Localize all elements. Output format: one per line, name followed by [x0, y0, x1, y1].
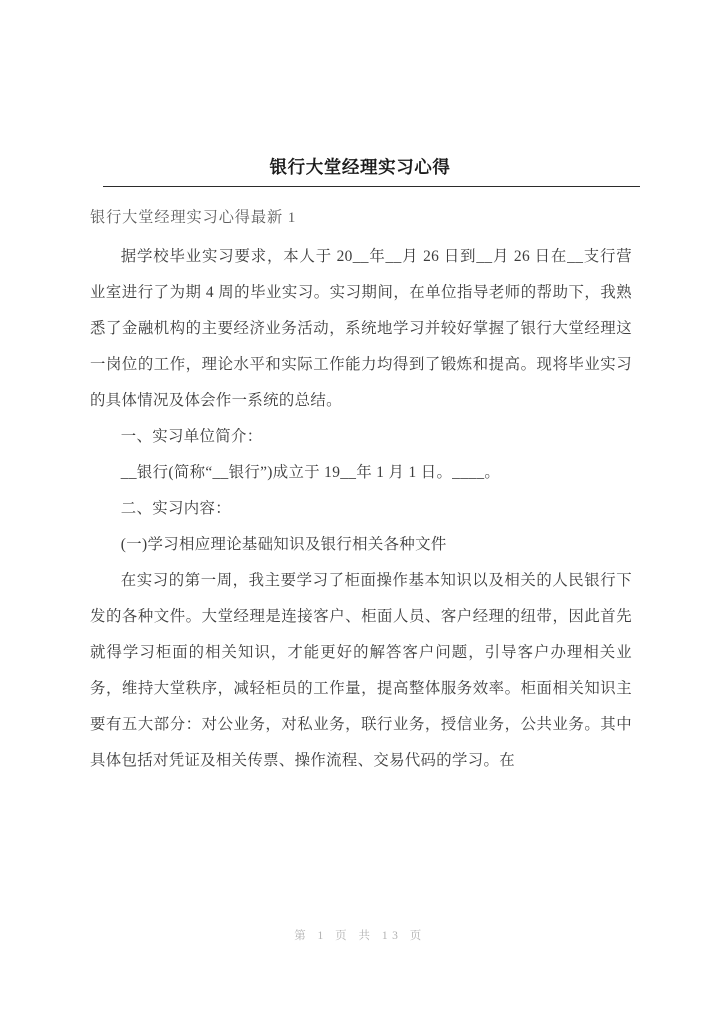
page-title: 银行大堂经理实习心得: [269, 156, 451, 177]
paragraph-section-two-heading: 二、实习内容：: [120, 500, 231, 517]
document-subtitle: 银行大堂经理实习心得最新 1: [90, 209, 297, 226]
title-divider: [103, 186, 640, 187]
document-body: [90, 203, 632, 779]
page-footer: 第 1 页 共 13 页: [294, 930, 426, 942]
paragraph-subsection-one-heading: (一)学习相应理论基础知识及银行相关各种文件: [120, 536, 447, 553]
paragraph-intro: 据学校毕业实习要求，本人于 20__年__月 26 日到__月 26 日在__支行营业室进行了为期 4 周的毕业实习。实习期间，在单位指导老师的帮助下，我熟悉了金融机构的主要经济业务活动，系统地学习并较好掌握了银行大堂经理这一岗位的工作，理论水平和实际工作能力均得到了锻炼和提高。现将毕业实习的具体情况及体会作一系统的总结。: [90, 248, 632, 409]
paragraph-section-one-heading: 一、实习单位简介：: [120, 428, 263, 445]
paragraph-section-one-body: __银行(简称“__银行”)成立于 19__年 1 月 1 日。____。: [120, 464, 501, 481]
paragraph-subsection-one-body: 在实习的第一周，我主要学习了柜面操作基本知识以及相关的人民银行下发的各种文件。大堂经理是连接客户、柜面人员、客户经理的纽带，因此首先就得学习柜面的相关知识，才能更好的解答客户问题，引导客户办理相关业务，维持大堂秩序，减轻柜员的工作量，提高整体服务效率。柜面相关知识主要有五大部分：对公业务，对私业务，联行业务，授信业务，公共业务。其中具体包括对凭证及相关传票、操作流程、交易代码的学习。在: [90, 572, 632, 769]
